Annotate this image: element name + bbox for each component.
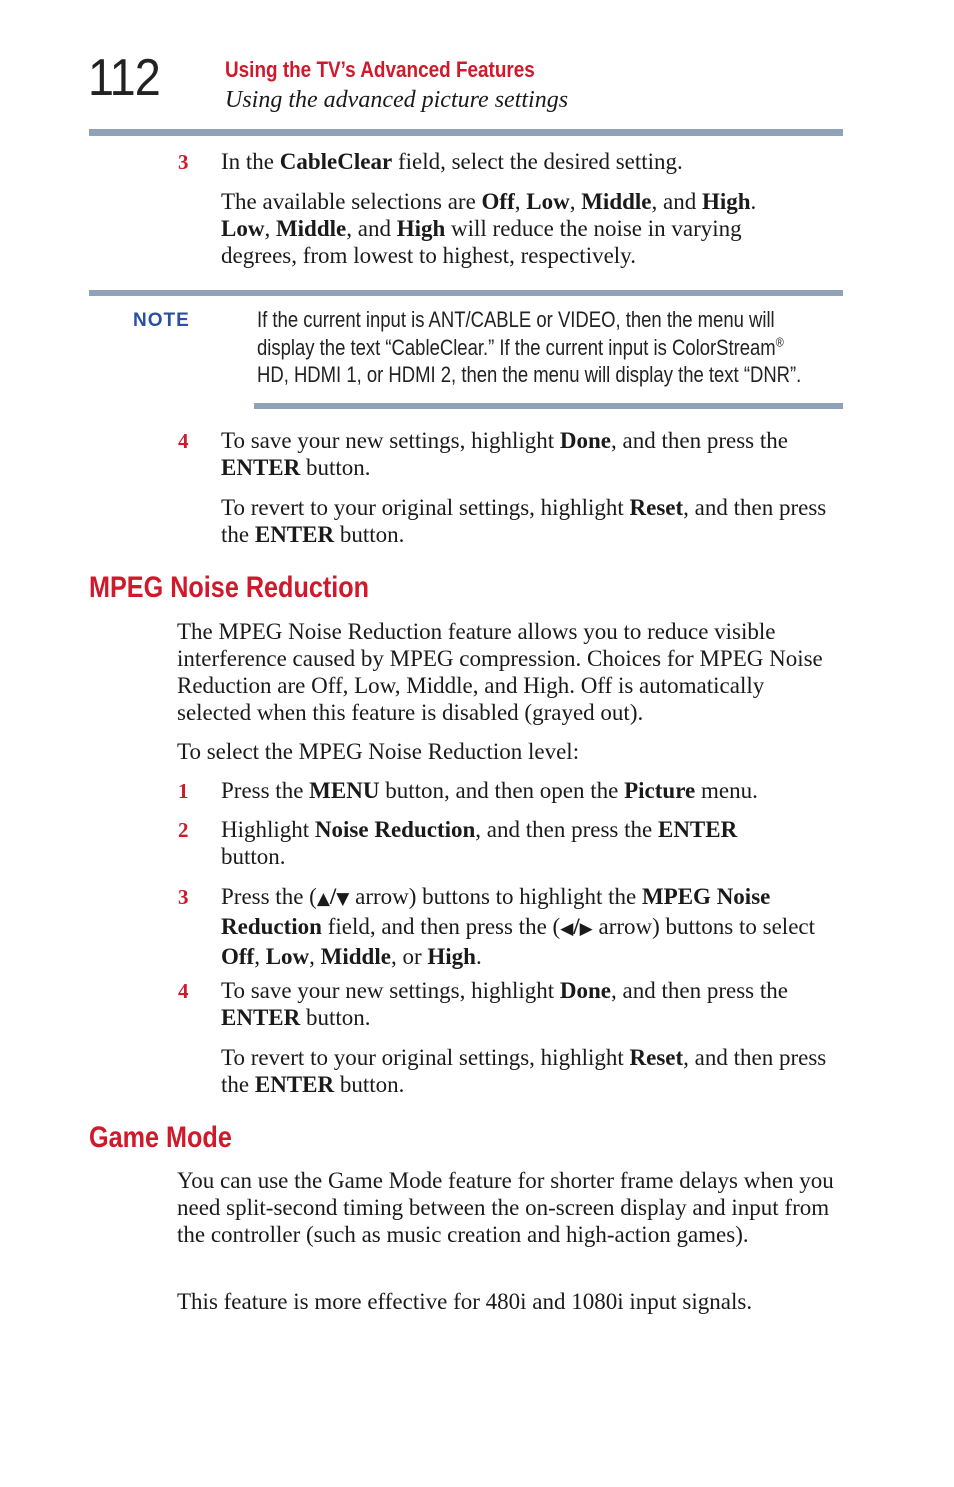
left-arrow-icon: ◀: [560, 919, 574, 939]
section-title: Using the advanced picture settings: [225, 87, 569, 113]
down-arrow-icon: ▼: [336, 889, 350, 909]
right-arrow-icon: ▶: [579, 919, 593, 939]
chapter-title: Using the TV’s Advanced Features: [225, 57, 535, 82]
game-mode-heading: Game Mode: [89, 1121, 232, 1154]
page-number: 112: [88, 49, 160, 107]
mpeg-lead: To select the MPEG Noise Reduction level:: [177, 739, 580, 764]
step-number: 3: [178, 150, 189, 174]
note-label: NOTE: [133, 310, 190, 331]
step-detail: To revert to your original settings, highlight Reset, and then press the ENTER button.: [221, 495, 827, 547]
step-text: To save your new settings, highlight Done, and then press the ENTER button.: [221, 978, 788, 1030]
game-mode-note: This feature is more effective for 480i and 1080i input signals.: [177, 1289, 753, 1314]
step-number: 4: [178, 979, 189, 1003]
note-bottom-rule: [254, 403, 843, 409]
step-text: In the CableClear field, select the desired setting.: [221, 149, 683, 174]
step-number: 2: [178, 818, 189, 842]
step-number: 1: [178, 779, 189, 803]
note-text: If the current input is ANT/CABLE or VIDEO, then the menu will display the text “CableClear.” If the current input is ColorStream® HD, HDMI 1, or HDMI 2, then the menu will display the text “DNR”.: [257, 307, 802, 387]
header-rule: [89, 129, 843, 136]
step-text: Press the MENU button, and then open the Picture menu.: [221, 778, 758, 803]
note-top-rule: [89, 290, 843, 296]
step-text: To save your new settings, highlight Done, and then press the ENTER button.: [221, 428, 788, 480]
mpeg-heading: MPEG Noise Reduction: [89, 571, 370, 604]
step-text: Highlight Noise Reduction, and then press the ENTER button.: [221, 817, 738, 869]
step-number: 4: [178, 429, 189, 453]
step-text: Press the (▲/▼ arrow) buttons to highlight the MPEG Noise Reduction field, and then press the (◀/▶ arrow) buttons to select Off, Low, Middle, or High.: [221, 884, 816, 969]
step-number: 3: [178, 885, 189, 909]
step-detail: To revert to your original settings, highlight Reset, and then press the ENTER button.: [221, 1045, 827, 1097]
mpeg-intro: The MPEG Noise Reduction feature allows you to reduce visible interference caused by MPEG compression. Choices for MPEG Noise Reduction are Off, Low, Middle, and High. Off is automatically selected when this feature is disabled (grayed out).: [177, 619, 823, 725]
step-detail: The available selections are Off, Low, Middle, and High. Low, Middle, and High will reduce the noise in varying degrees, from lowest to highest, respectively.: [221, 189, 757, 268]
up-arrow-icon: ▲: [316, 889, 330, 909]
game-mode-intro: You can use the Game Mode feature for shorter frame delays when you need split-second timing between the on-screen display and input from the controller (such as music creation and high-action games).: [177, 1168, 834, 1247]
